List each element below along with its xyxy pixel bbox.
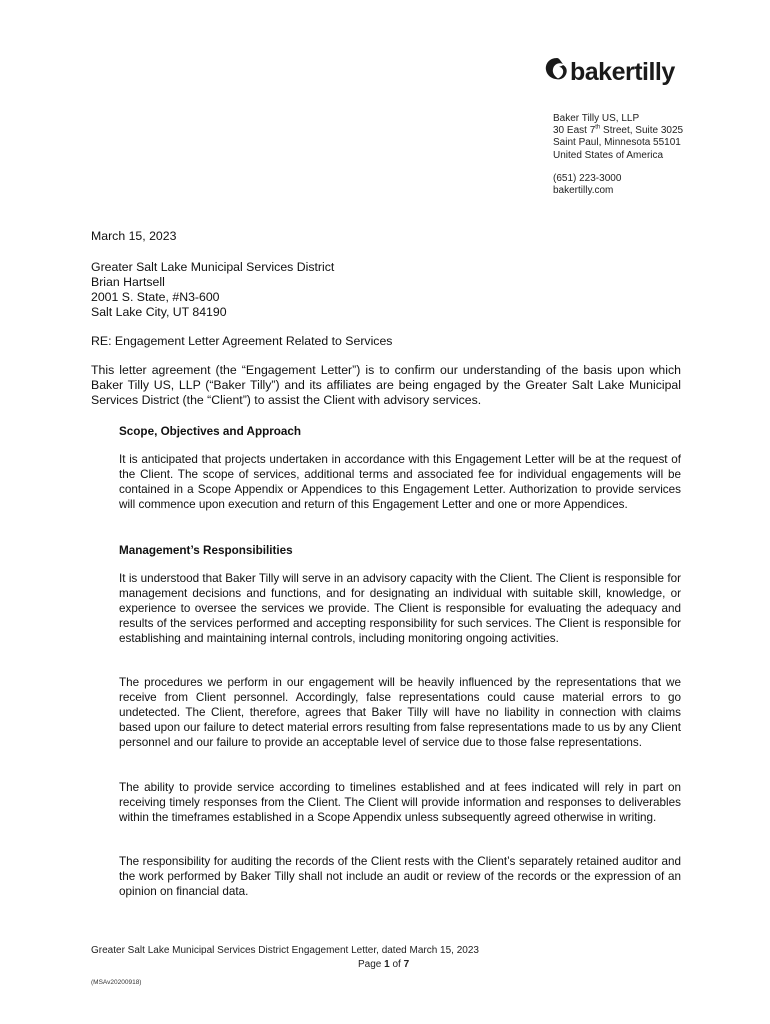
baker-tilly-swirl-icon <box>543 56 571 86</box>
recipient-org: Greater Salt Lake Municipal Services District <box>91 260 335 274</box>
baker-tilly-logo <box>543 56 683 92</box>
recipient-name: Brian Hartsell <box>91 275 165 289</box>
firm-address-block <box>553 113 683 197</box>
footer-title: Greater Salt Lake Municipal Services District Engagement Letter, dated March 15, 2023 <box>91 945 479 956</box>
firm-name: Baker Tilly US, LLP <box>553 113 640 124</box>
scope-paragraph: It is anticipated that projects undertaken in accordance with this Engagement Letter will be at the request of the Client. The scope of services, additional terms and associated fee for individual engagements will be contained in a Scope Appendix or Appendices to this Engagement Letter. Authorization to provide services will commence upon execution and return of this Engagement Letter and one or more Appendices. <box>119 453 681 511</box>
document-code: (MSAv20200918) <box>91 979 142 986</box>
subject-line: RE: Engagement Letter Agreement Related to Services <box>91 334 393 348</box>
intro-paragraph: This letter agreement (the “Engagement Letter”) is to confirm our understanding of the basis upon which Baker Tilly US, LLP (“Baker Tilly”) and its affiliates are being engaged by the Greater Salt Lake Municipal Services District (the “Client”) to assist the Client with advisory services. <box>91 363 681 407</box>
management-paragraph-3: The ability to provide service according to timelines established and at fees indicated will rely in part on receiving timely responses from the Client. The Client will provide information and responses to deliverables within the timeframes established in a Scope Appendix unless subsequently agreed otherwise in writing. <box>119 781 681 824</box>
management-heading: Management’s Responsibilities <box>119 544 293 557</box>
recipient-block <box>91 260 334 320</box>
recipient-city: Salt Lake City, UT 84190 <box>91 305 227 319</box>
firm-street: 30 East 7th Street, Suite 3025 <box>553 124 684 137</box>
firm-phone: (651) 223-3000 <box>553 172 622 184</box>
management-paragraph-1: It is understood that Baker Tilly will serve in an advisory capacity with the Client. The Client is responsible for management decisions and functions, and for designating an individual with suitable skill, knowledge, or experience to oversee the services we provide. The Client is responsible for evaluating the adequacy and results of the services performed and accepting responsibility for such services. The Client is responsible for establishing and maintaining internal controls, including monitoring ongoing activities. <box>119 572 681 645</box>
firm-city: Saint Paul, Minnesota 55101 <box>553 137 681 149</box>
management-paragraph-4: The responsibility for auditing the records of the Client rests with the Client’s separately retained auditor and the work performed by Baker Tilly shall not include an audit or review of the records or the expression of an opinion on financial data. <box>119 855 681 898</box>
management-paragraph-2: The procedures we perform in our engagement will be heavily influenced by the representations that we receive from Client personnel. Accordingly, false representations could cause material errors to go undetected. The Client, therefore, agrees that Baker Tilly will have no liability in connection with claims based upon our failure to detect material errors resulting from false representations made to us by any Client personnel and our failure to provide an acceptable level of service due to those false representations. <box>119 676 681 749</box>
letter-date: March 15, 2023 <box>91 229 177 243</box>
firm-website: bakertilly.com <box>553 185 614 197</box>
firm-country: United States of America <box>553 149 664 161</box>
scope-heading: Scope, Objectives and Approach <box>119 425 302 438</box>
page-number: Page 1 of 7 <box>358 959 410 970</box>
recipient-street: 2001 S. State, #N3-600 <box>91 290 220 304</box>
logo-wordmark: bakertilly <box>570 58 675 86</box>
